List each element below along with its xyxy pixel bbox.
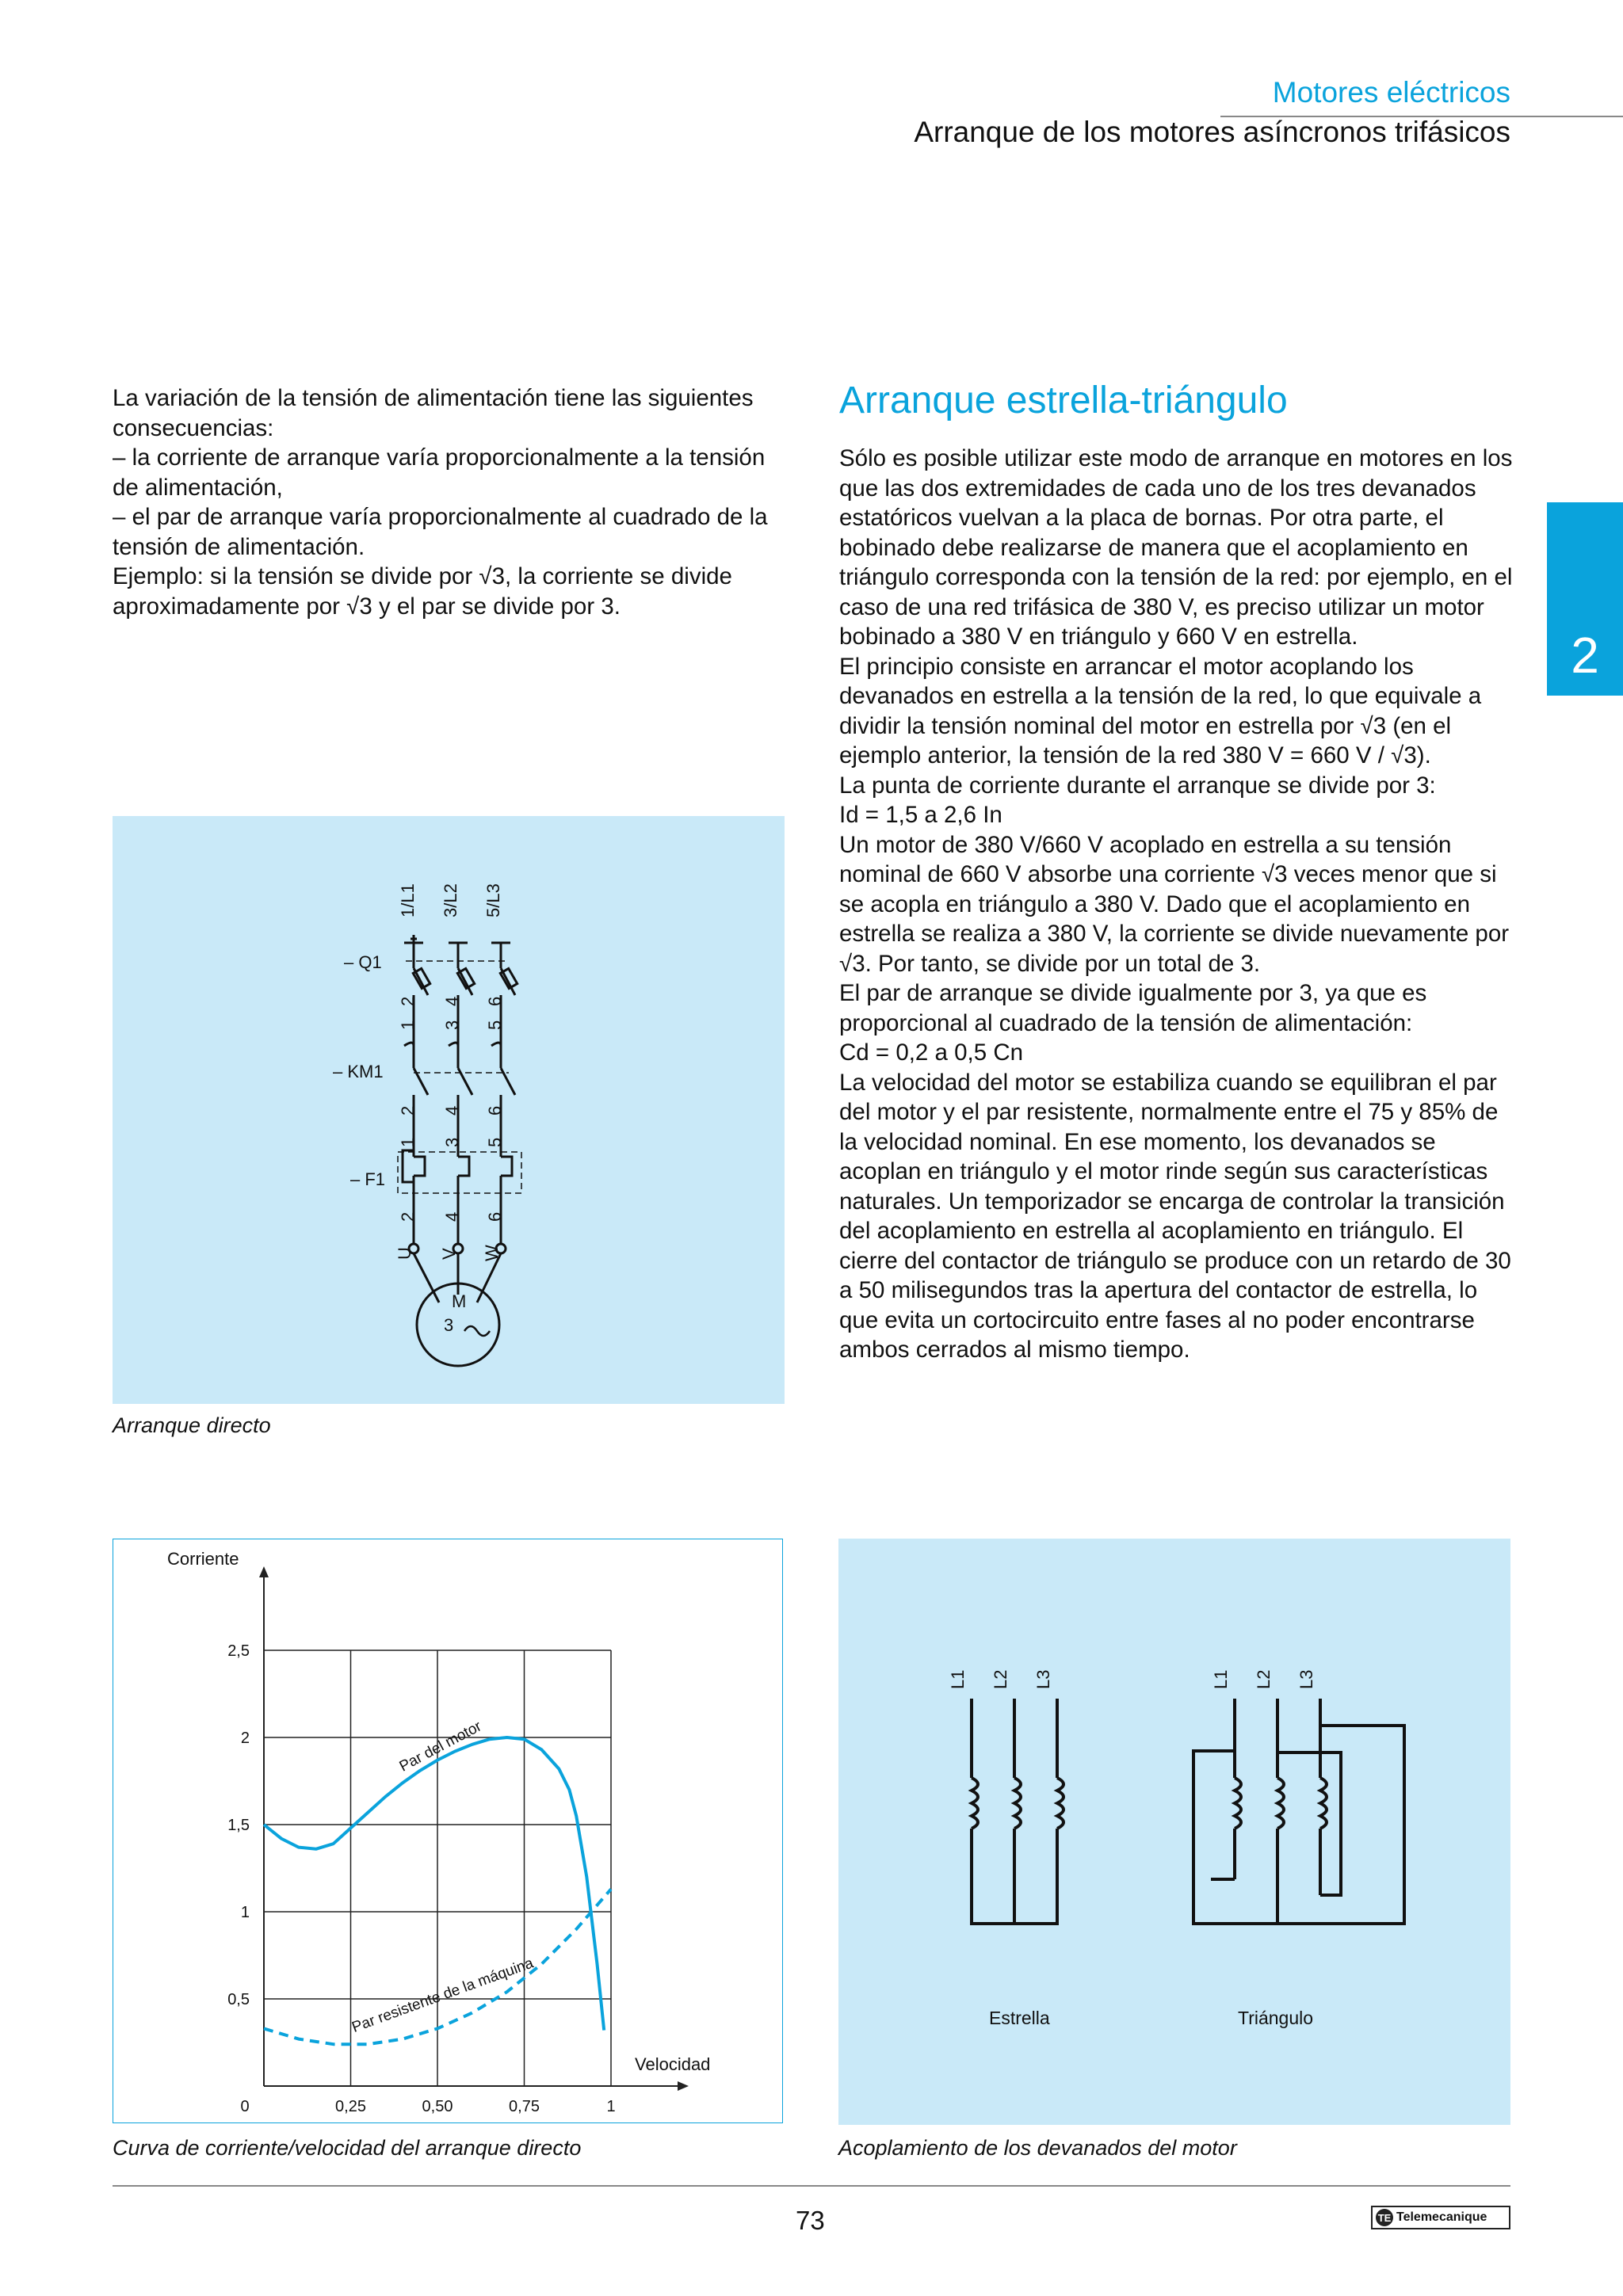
motor-phase-label: 3 [444,1315,454,1335]
series-motor-torque [264,1737,604,2031]
brand-mark-icon: TE [1376,2209,1393,2226]
terminal-number: 6 [485,1105,505,1116]
header-title: Arranque de los motores asíncronos trifásicos [914,116,1510,148]
y-tick-label: 2 [240,1730,250,1747]
motor-m-label: M [452,1291,467,1311]
terminal-number: 6 [485,1211,505,1222]
right-paragraph: La velocidad del motor se estabiliza cuando se equilibran el par del motor y el par resistente, normalmente entre el 75 y 85% de la velocidad nominal. En ese momento, los devanados se acoplan en triángulo y el motor rinde según sus características naturales. Un temporizador se encarga de controlar la transición del acoplamiento en estrella al acoplamiento en triángulo. El cierre del contactor de triángulo se produce con un retardo de 30 a 50 milisegundos tras la apertura del contactor de estrella, lo que evita un cortocircuito entre fases al no poder encontrarse ambos cerrados al mismo tiempo. [839,1069,1511,1363]
y-tick-label: 2,5 [227,1642,250,1660]
x-axis-arrow [678,2081,689,2091]
terminal-number: 2 [398,996,418,1006]
y-axis-arrow [259,1566,269,1577]
circuit-caption: Arranque directo [113,1413,271,1437]
q1-label: – Q1 [344,952,382,972]
right-paragraph: Id = 1,5 a 2,6 In [839,802,1002,828]
y-axis-label: Corriente [167,1549,239,1569]
f1-label: – F1 [350,1169,386,1189]
x-tick-label: 1 [606,2098,616,2115]
x-tick-label: 0,75 [509,2098,540,2115]
right-paragraph: El par de arranque se divide igualmente por 3, ya que es proporcional al cuadrado de la tensión de alimentación: [839,980,1427,1036]
circuit-panel [113,816,785,1404]
star-line-label: L2 [991,1669,1010,1689]
right-paragraph: Cd = 0,2 a 0,5 Cn [839,1039,1024,1066]
terminal-number: 5 [485,1020,505,1030]
right-paragraph: La punta de corriente durante el arranque se divide por 3: [839,772,1436,799]
header-section: Motores eléctricos [1272,76,1510,109]
right-paragraph: Sólo es posible utilizar este modo de arranque en motores en los que las dos extremidades de cada uno de los tres devanados estatóricos vuelvan a la placa de bornas. Por otra parte, el bobinado debe realizarse de manera que el acoplamiento en triángulo corresponda con la tensión de la red: por ejemplo, en el caso de una red trifásica de 380 V, es preciso utilizar un motor bobinado a 380 V en triángulo y 660 V en estrella. [839,445,1513,650]
chart-panel [113,1539,783,2123]
windings-caption: Acoplamiento de los devanados del motor [838,2136,1237,2160]
series-label: Par del motor [396,1718,485,1775]
left-paragraph: Ejemplo: si la tensión se divide por √3, la corriente se divide aproximadamente por √3 y el par se divide por 3. [113,563,732,620]
page-number: 73 [796,2206,825,2235]
motor-terminal: V [439,1248,459,1260]
terminal-number: 2 [398,1105,418,1116]
left-paragraph: – el par de arranque varía proporcionalmente al cuadrado de la tensión de alimentación. [113,504,768,560]
terminal-number: 1 [398,1137,418,1147]
delta-line-label: L3 [1296,1669,1316,1689]
star-line-label: L1 [948,1669,968,1689]
motor-terminal: W [482,1245,502,1261]
chapter-tab: 2 [1547,502,1623,696]
motor-terminal: U [395,1247,414,1260]
windings-diagram [838,1539,1510,2125]
star-label: Estrella [989,2008,1050,2028]
terminal-number: 3 [442,1137,462,1147]
delta-line-label: L1 [1211,1669,1231,1689]
star-line-label: L3 [1033,1669,1053,1689]
x-tick-label: 0 [240,2098,250,2115]
terminal-number: 4 [442,1211,462,1222]
section-title: Arranque estrella-triángulo [839,379,1288,421]
right-paragraph: El principio consiste en arrancar el motor acoplando los devanados en estrella a la tensión de la red, lo que equivale a dividir la tensión nominal del motor en estrella por √3 (en el ejemplo anterior, la tensión de la red 380 V = 660 V / √3). [839,653,1482,769]
y-tick-label: 1,5 [227,1817,250,1834]
terminal-number: 6 [485,996,505,1006]
left-text [113,383,783,621]
left-paragraph: – la corriente de arranque varía proporcionalmente a la tensión de alimentación, [113,444,766,501]
series-label: Par resistente de la máquina [349,1955,536,2036]
line-label: 3/L2 [441,883,460,917]
current-speed-chart [113,1539,784,2124]
terminal-number: 1 [398,1020,418,1030]
delta-label: Triángulo [1238,2008,1314,2028]
terminal-number: 3 [442,1020,462,1030]
right-paragraph: Un motor de 380 V/660 V acoplado en estrella a su tensión nominal de 660 V absorbe una corriente √3 veces menor que si se acopla en triángulo a 380 V. Dado que el acoplamiento en estrella se realiza a 380 V, la corriente se divide nuevamente por √3. Por tanto, se divide por un total de 3. [839,831,1510,977]
chart-caption: Curva de corriente/velocidad del arranque directo [113,2136,582,2160]
x-axis-label: Velocidad [635,2054,711,2074]
delta-line-label: L2 [1254,1669,1274,1689]
y-tick-label: 1 [240,1904,250,1921]
brand-logo [1371,2206,1510,2229]
right-text [839,444,1516,1365]
terminal-number: 5 [485,1137,505,1147]
y-tick-label: 0,5 [227,1991,250,2008]
x-tick-label: 0,50 [422,2098,453,2115]
left-paragraph: La variación de la tensión de alimentación tiene las siguientes consecuencias: [113,385,754,441]
line-label: 1/L1 [398,883,418,917]
x-tick-label: 0,25 [335,2098,366,2115]
footer-rule [113,2185,1510,2187]
terminal-number: 4 [442,996,462,1006]
windings-panel [838,1539,1510,2125]
km1-label: – KM1 [333,1062,384,1081]
terminal-number: 4 [442,1105,462,1116]
brand-name: Telemecanique [1396,2210,1487,2224]
line-label: 5/L3 [483,883,503,917]
terminal-number: 2 [398,1211,418,1222]
